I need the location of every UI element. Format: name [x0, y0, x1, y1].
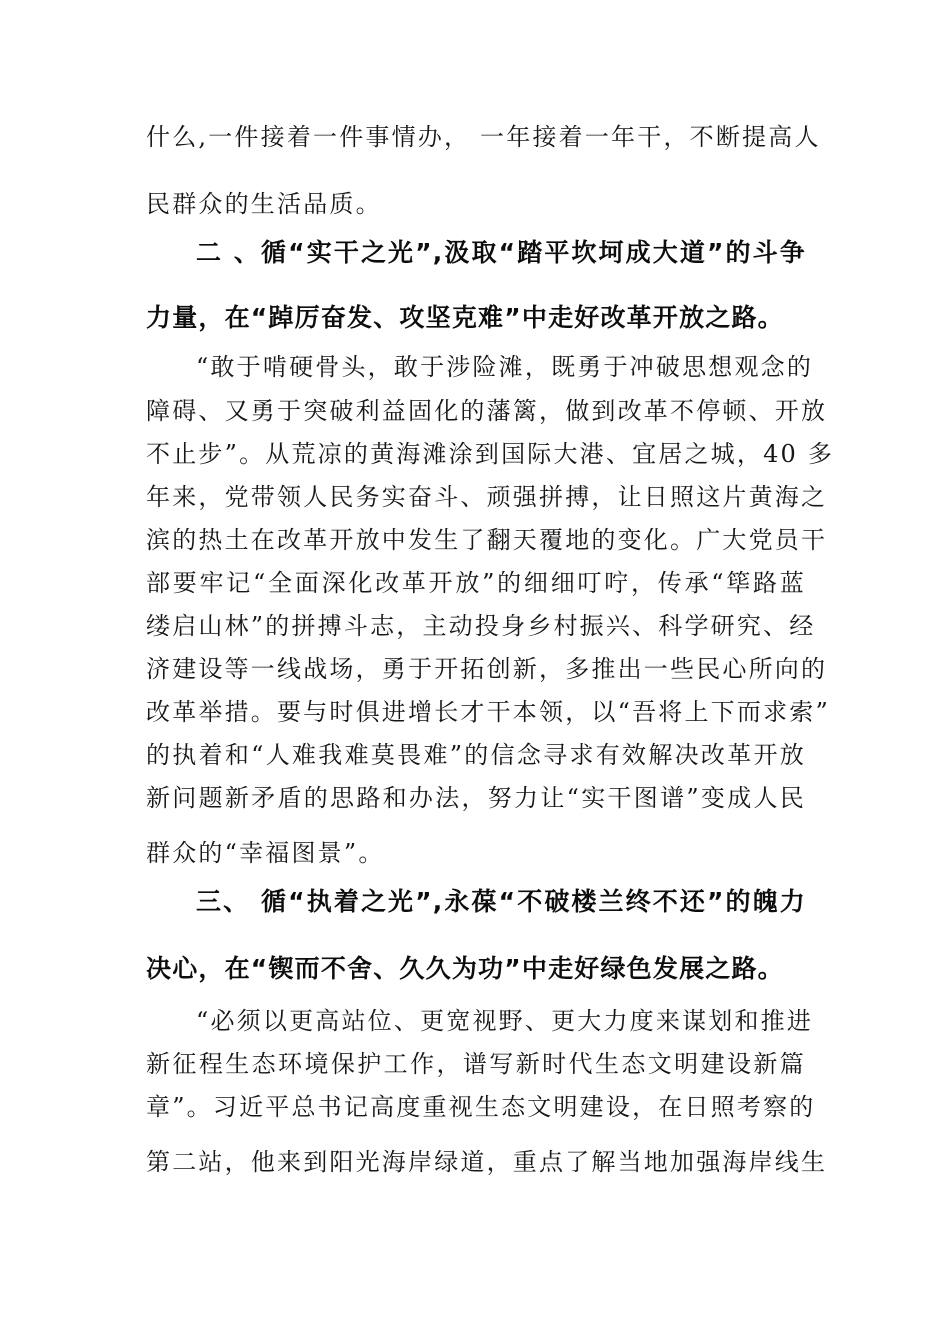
body-line: 不止步”。从荒凉的黄海滩涂到国际大港、宜居之城，40 多 — [146, 440, 835, 468]
body-line: “必须以更高站位、更宽视野、更大力度来谋划和推进 — [196, 1007, 814, 1035]
body-line: 民群众的生活品质。 — [146, 190, 382, 218]
section-heading-line: 三、 循“执着之光”,永葆“不破楼兰终不还”的魄力 — [196, 887, 806, 916]
body-line: 第二站，他来到阳光海岸绿道，重点了解当地加强海岸线生 — [146, 1148, 828, 1176]
body-line: 什么,一件接着一件事情办， 一年接着一年干，不断提高人 — [146, 123, 821, 151]
section-heading-line: 力量，在“踔厉奋发、攻坚克难”中走好改革开放之路。 — [146, 303, 784, 332]
body-line: 济建设等一线战场，勇于开拓创新，多推出一些民心所向的 — [146, 655, 828, 683]
body-line: “敢于啃硬骨头，敢于涉险滩，既勇于冲破思想观念的 — [196, 353, 814, 381]
body-line: 的执着和“人难我难莫畏难”的信念寻求有效解决改革开放 — [146, 741, 806, 769]
body-line: 新征程生态环境保护工作，谱写新时代生态文明建设新篇 — [146, 1050, 806, 1078]
body-line: 群众的“幸福图景”。 — [146, 839, 385, 867]
body-line: 障碍、又勇于突破利益固化的藩篱，做到改革不停顿、开放 — [146, 397, 828, 425]
body-line: 缕启山林”的拼搏斗志，主动投身乡村振兴、科学研究、经 — [146, 612, 816, 640]
body-line: 改革举措。要与时俱进增长才干本领，以“吾将上下而求索” — [146, 698, 830, 726]
body-line: 滨的热土在改革开放中发生了翻天覆地的变化。广大党员干 — [146, 526, 828, 554]
section-heading-line: 决心，在“锲而不舍、久久为功”中走好绿色发展之路。 — [146, 954, 784, 983]
body-line: 新问题新矛盾的思路和办法，努力让“实干图谱”变成人民 — [146, 784, 806, 812]
body-line: 部要牢记“全面深化改革开放”的细细叮咛，传承“筚路蓝 — [146, 569, 806, 597]
body-line: 年来，党带领人民务实奋斗、顽强拼搏，让日照这片黄海之 — [146, 483, 828, 511]
section-heading-line: 二 、循“实干之光”,汲取“踏平坎坷成大道”的斗争 — [196, 238, 806, 267]
body-line: 章”。习近平总书记高度重视生态文明建设，在日照考察的 — [146, 1093, 816, 1121]
